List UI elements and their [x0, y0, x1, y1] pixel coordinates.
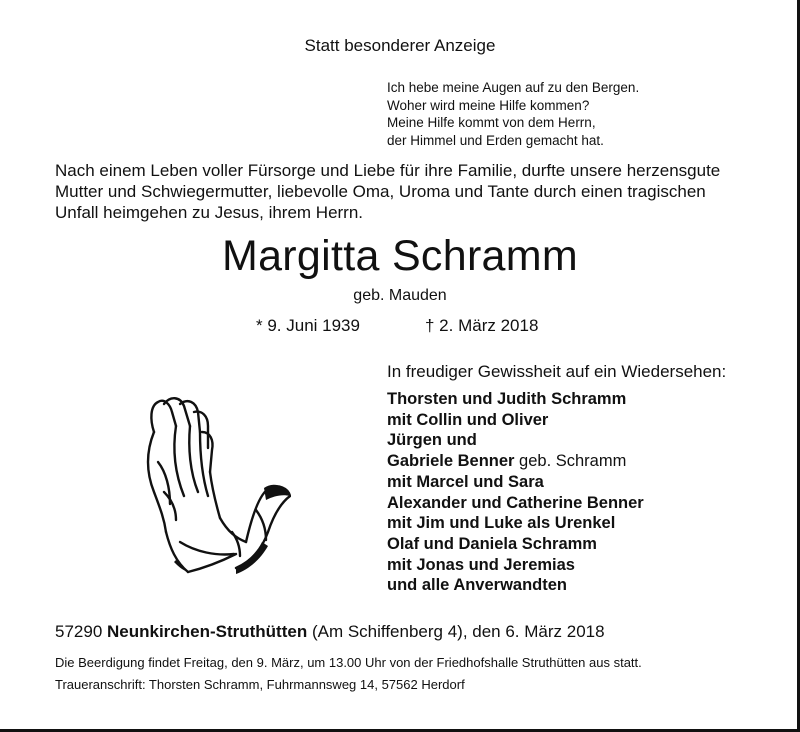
- birth-date: * 9. Juni 1939: [256, 316, 360, 335]
- town-name: Neunkirchen-Struthütten: [107, 622, 308, 641]
- family-line: mit Jonas und Jeremias: [387, 555, 575, 574]
- notice-heading: Statt besonderer Anzeige: [304, 36, 496, 55]
- family-line: Jürgen und: [387, 431, 477, 450]
- verse-line: Meine Hilfe kommt von dem Herrn,: [387, 115, 596, 130]
- mourning-address: Traueranschrift: Thorsten Schramm, Fuhrmannsweg 14, 57562 Herdorf: [55, 677, 465, 692]
- family-line: Alexander und Catherine Benner: [387, 493, 644, 512]
- family-list: [387, 389, 644, 596]
- faith-line: In freudiger Gewissheit auf ein Wiedersehen:: [387, 362, 727, 381]
- family-line: Olaf und Daniela Schramm: [387, 534, 597, 553]
- zip-code: 57290: [55, 622, 107, 641]
- deceased-name: Margitta Schramm: [221, 232, 579, 280]
- praying-hands-icon: [136, 392, 291, 575]
- death-date: † 2. März 2018: [425, 316, 539, 335]
- family-line: mit Marcel und Sara: [387, 472, 544, 491]
- place-rest: (Am Schiffenberg 4), den 6. März 2018: [307, 622, 605, 641]
- intro-text: [55, 160, 755, 223]
- family-line-suffix: geb. Schramm: [514, 452, 627, 471]
- funeral-info: Die Beerdigung findet Freitag, den 9. März, um 13.00 Uhr von der Friedhofshalle Struthütten aus statt.: [55, 655, 642, 670]
- family-line: Gabriele Benner: [387, 452, 515, 471]
- family-line: und alle Anverwandten: [387, 576, 568, 595]
- bible-verse: [387, 79, 639, 149]
- intro-line: Nach einem Leben voller Fürsorge und Liebe für ihre Familie, durfte unsere herzensgute: [55, 161, 721, 180]
- family-line: mit Collin und Oliver: [387, 410, 549, 429]
- verse-line: Ich hebe meine Augen auf zu den Bergen.: [387, 80, 640, 95]
- family-line: mit Jim und Luke als Urenkel: [387, 514, 616, 533]
- place-and-date: [55, 622, 605, 642]
- family-line: Thorsten und Judith Schramm: [387, 390, 627, 408]
- birth-name: geb. Mauden: [353, 287, 447, 304]
- verse-line: Woher wird meine Hilfe kommen?: [387, 97, 590, 113]
- intro-line: Unfall heimgehen zu Jesus, ihrem Herrn.: [55, 203, 364, 222]
- verse-line: der Himmel und Erden gemacht hat.: [387, 132, 604, 148]
- intro-line: Mutter und Schwiegermutter, liebevolle Oma, Uroma und Tante durch einen tragischen: [55, 182, 706, 201]
